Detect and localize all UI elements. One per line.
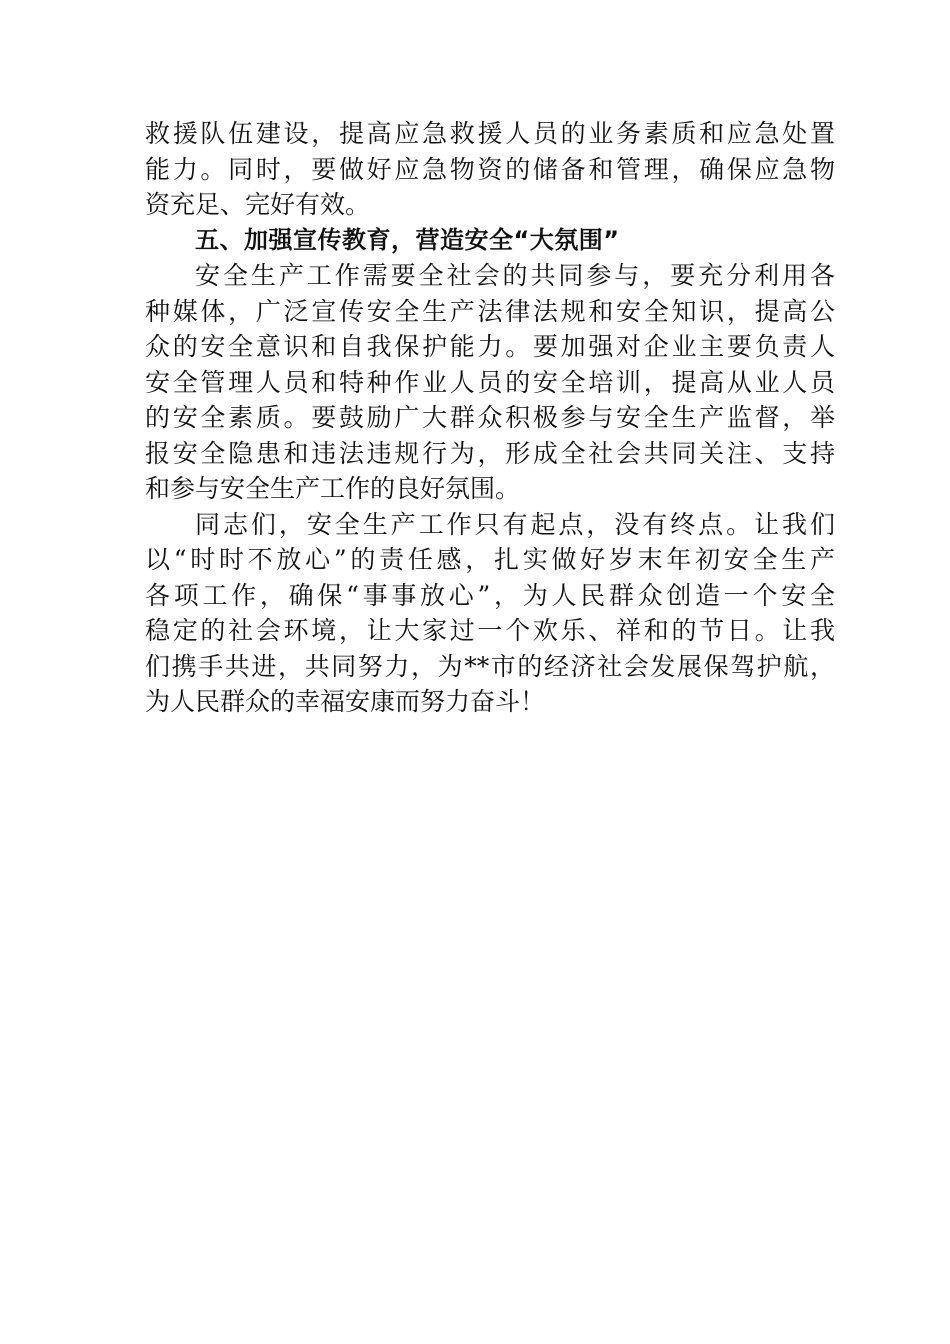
text-line: 安全生产工作需要全社会的共同参与，要充分利用各 [195, 261, 835, 290]
text-line: 种媒体，广泛宣传安全生产法律法规和安全知识，提高公 [145, 296, 835, 326]
text-line: 以“时时不放心”的责任感，扎实做好岁末年初安全生产 [145, 545, 835, 574]
text-line: 为人民群众的幸福安康而努力奋斗！ [145, 687, 546, 716]
text-line: 稳定的社会环境，让大家过一个欢乐、祥和的节日。让我 [145, 616, 835, 645]
text-line: 的安全素质。要鼓励广大群众积极参与安全生产监督，举 [145, 403, 835, 432]
section-heading-text: 五、加强宣传教育，营造安全“大氛围” [195, 225, 620, 254]
paragraph-continuation [145, 116, 835, 223]
paragraph [145, 258, 835, 507]
section-heading [145, 223, 835, 259]
text-line: 救援队伍建设，提高应急救援人员的业务素质和应急处置 [145, 119, 835, 148]
text-line: 和参与安全生产工作的良好氛围。 [145, 474, 521, 503]
text-line: 报安全隐患和违法违规行为，形成全社会共同关注、支持 [145, 438, 835, 468]
text-line: 安全管理人员和特种作业人员的安全培训，提高从业人员 [145, 367, 835, 397]
document-body [145, 116, 835, 720]
text-line: 资充足、完好有效。 [145, 190, 371, 219]
text-line: 各项工作，确保“事事放心”，为人民群众创造一个安全 [145, 580, 835, 610]
paragraph [145, 507, 835, 720]
text-line: 同志们，安全生产工作只有起点，没有终点。让我们 [195, 509, 835, 539]
text-line: 能力。同时，要做好应急物资的储备和管理，确保应急物 [145, 154, 835, 184]
text-line: 们携手共进，共同努力，为**市的经济社会发展保驾护航， [145, 651, 835, 681]
text-line: 众的安全意识和自我保护能力。要加强对企业主要负责人 [145, 332, 835, 361]
